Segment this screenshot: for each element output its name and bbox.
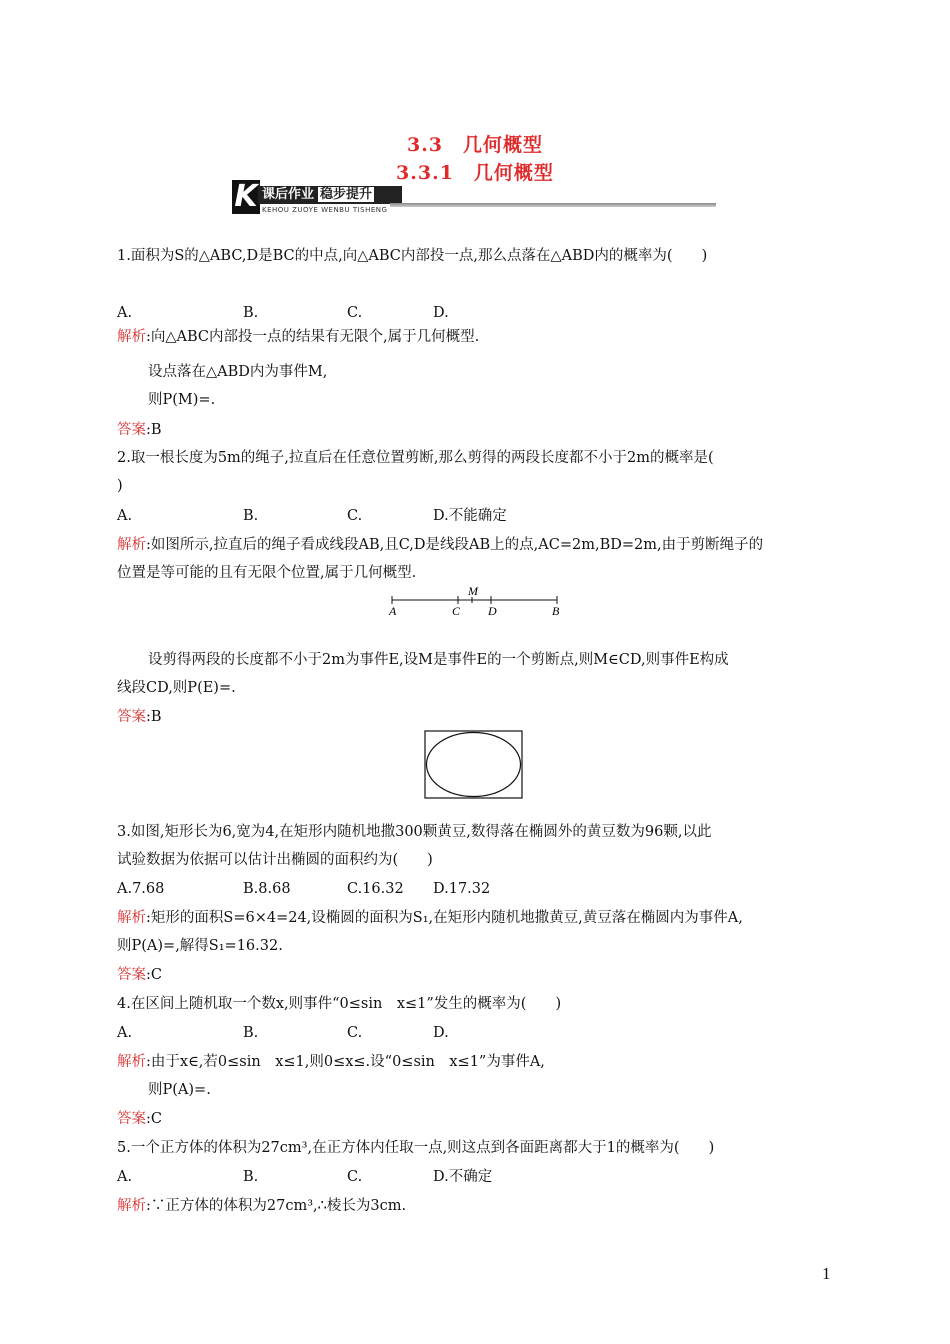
q2-option-a: A. <box>117 508 133 524</box>
rectangle-ellipse-figure <box>424 730 524 800</box>
ellipse <box>427 733 521 797</box>
q1-analysis-line2: 设点落在△ABD内为事件M, <box>148 364 328 380</box>
banner-rule <box>390 203 716 207</box>
q5-option-a: A. <box>117 1169 133 1185</box>
q1-option-d: D. <box>433 305 449 321</box>
segment-label-b: B <box>552 604 560 618</box>
segment-label-m: M <box>468 584 478 598</box>
q3-question: 3.如图,矩形长为6,宽为4,在矩形内随机地撒300颗黄豆,数得落在椭圆外的黄豆数为96颗,以此 <box>117 824 712 840</box>
q3-option-c: C.16.32 <box>347 881 404 897</box>
q3-option-a: A.7.68 <box>117 881 165 897</box>
q2-analysis-label: 解析 <box>117 537 146 553</box>
q4-option-d: D. <box>433 1025 449 1041</box>
q3-analysis-line2: 则P(A)=,解得S₁=16.32. <box>117 938 283 954</box>
q2-analysis <box>117 535 763 555</box>
q1-answer-value: :B <box>146 422 162 438</box>
q4-analysis-text: :由于x∈,若0≤sin x≤1,则0≤x≤.设“0≤sin x≤1”为事件A, <box>146 1054 545 1070</box>
banner-label-2: 稳步提升 <box>320 187 373 202</box>
banner-bar <box>258 186 402 204</box>
q3-option-b: B.8.68 <box>243 881 291 897</box>
q1-option-b: B. <box>243 305 259 321</box>
q3-answer <box>117 965 162 985</box>
subsection-title: 3.3.1 几何概型 <box>396 162 554 184</box>
segment-figure <box>385 584 565 618</box>
q5-option-b: B. <box>243 1169 259 1185</box>
q3-question-cont: 试验数据为依据可以估计出椭圆的面积约为( ) <box>117 852 433 868</box>
q4-analysis-line2: 则P(A)=. <box>148 1082 211 1098</box>
q3-analysis-label: 解析 <box>117 910 146 926</box>
segment-label-a: A <box>389 604 397 618</box>
q2-analysis-line2: 位置是等可能的且有无限个位置,属于几何概型. <box>117 565 417 581</box>
q4-question: 4.在区间上随机取一个数x,则事件“0≤sin x≤1”发生的概率为( ) <box>117 996 562 1012</box>
q4-answer <box>117 1109 162 1129</box>
q2-question-cont: ) <box>117 478 123 494</box>
q1-answer-label: 答案 <box>117 422 146 438</box>
q5-analysis-label: 解析 <box>117 1198 146 1214</box>
q3-answer-label: 答案 <box>117 967 146 983</box>
q2-analysis-line4: 线段CD,则P(E)=. <box>117 680 236 696</box>
segment-label-d: D <box>488 604 497 618</box>
q4-option-a: A. <box>117 1025 133 1041</box>
banner-k-logo: K <box>232 180 260 214</box>
q1-option-a: A. <box>117 305 133 321</box>
q1-analysis <box>117 327 479 347</box>
q2-answer <box>117 707 162 727</box>
q5-question: 5.一个正方体的体积为27cm³,在正方体内任取一点,则这点到各面距离都大于1的概率为( ) <box>117 1140 715 1156</box>
q3-option-d: D.17.32 <box>433 881 491 897</box>
q4-answer-label: 答案 <box>117 1111 146 1127</box>
q2-analysis-text: :如图所示,拉直后的绳子看成线段AB,且C,D是线段AB上的点,AC=2m,BD=2m,由于剪断绳子的 <box>146 537 764 553</box>
segment-label-c: C <box>452 604 461 618</box>
q5-analysis <box>117 1196 406 1216</box>
q2-option-c: C. <box>347 508 363 524</box>
q3-analysis-text: :矩形的面积S=6×4=24,设椭圆的面积为S₁,在矩形内随机地撒黄豆,黄豆落在椭圆内为事件A, <box>146 910 743 926</box>
q4-option-b: B. <box>243 1025 259 1041</box>
q2-option-d: D.不能确定 <box>433 508 507 524</box>
q2-answer-label: 答案 <box>117 709 146 725</box>
q1-question: 1.面积为S的△ABC,D是BC的中点,向△ABC内部投一点,那么点落在△ABD内的概率为( ) <box>117 248 708 264</box>
q1-answer <box>117 420 162 440</box>
q2-analysis-line3: 设剪得两段的长度都不小于2m为事件E,设M是事件E的一个剪断点,则M∈CD,则事件E构成 <box>148 652 729 668</box>
q1-analysis-label: 解析 <box>117 329 146 345</box>
q4-answer-value: :C <box>146 1111 162 1127</box>
q5-option-d: D.不确定 <box>433 1169 493 1185</box>
q3-analysis <box>117 908 743 928</box>
rectangle <box>425 731 522 798</box>
q5-option-c: C. <box>347 1169 363 1185</box>
q3-answer-value: :C <box>146 967 162 983</box>
q4-analysis <box>117 1052 545 1072</box>
q4-option-c: C. <box>347 1025 363 1041</box>
section-title: 3.3 几何概型 <box>406 134 544 156</box>
q1-analysis-text: :向△ABC内部投一点的结果有无限个,属于几何概型. <box>146 329 480 345</box>
q1-analysis-line3: 则P(M)=. <box>148 392 216 408</box>
q2-answer-value: :B <box>146 709 162 725</box>
page-number: 1 <box>822 1264 831 1283</box>
banner-label: 课后作业 <box>262 187 315 202</box>
q2-question: 2.取一根长度为5m的绳子,拉直后在任意位置剪断,那么剪得的两段长度都不小于2m的概率是( <box>117 450 714 466</box>
banner-subtitle: KEHOU ZUOYE WENBU TISHENG <box>262 206 388 214</box>
q4-analysis-label: 解析 <box>117 1054 146 1070</box>
q1-option-c: C. <box>347 305 363 321</box>
q5-analysis-text: :∵正方体的体积为27cm³,∴棱长为3cm. <box>146 1198 407 1214</box>
q2-option-b: B. <box>243 508 259 524</box>
